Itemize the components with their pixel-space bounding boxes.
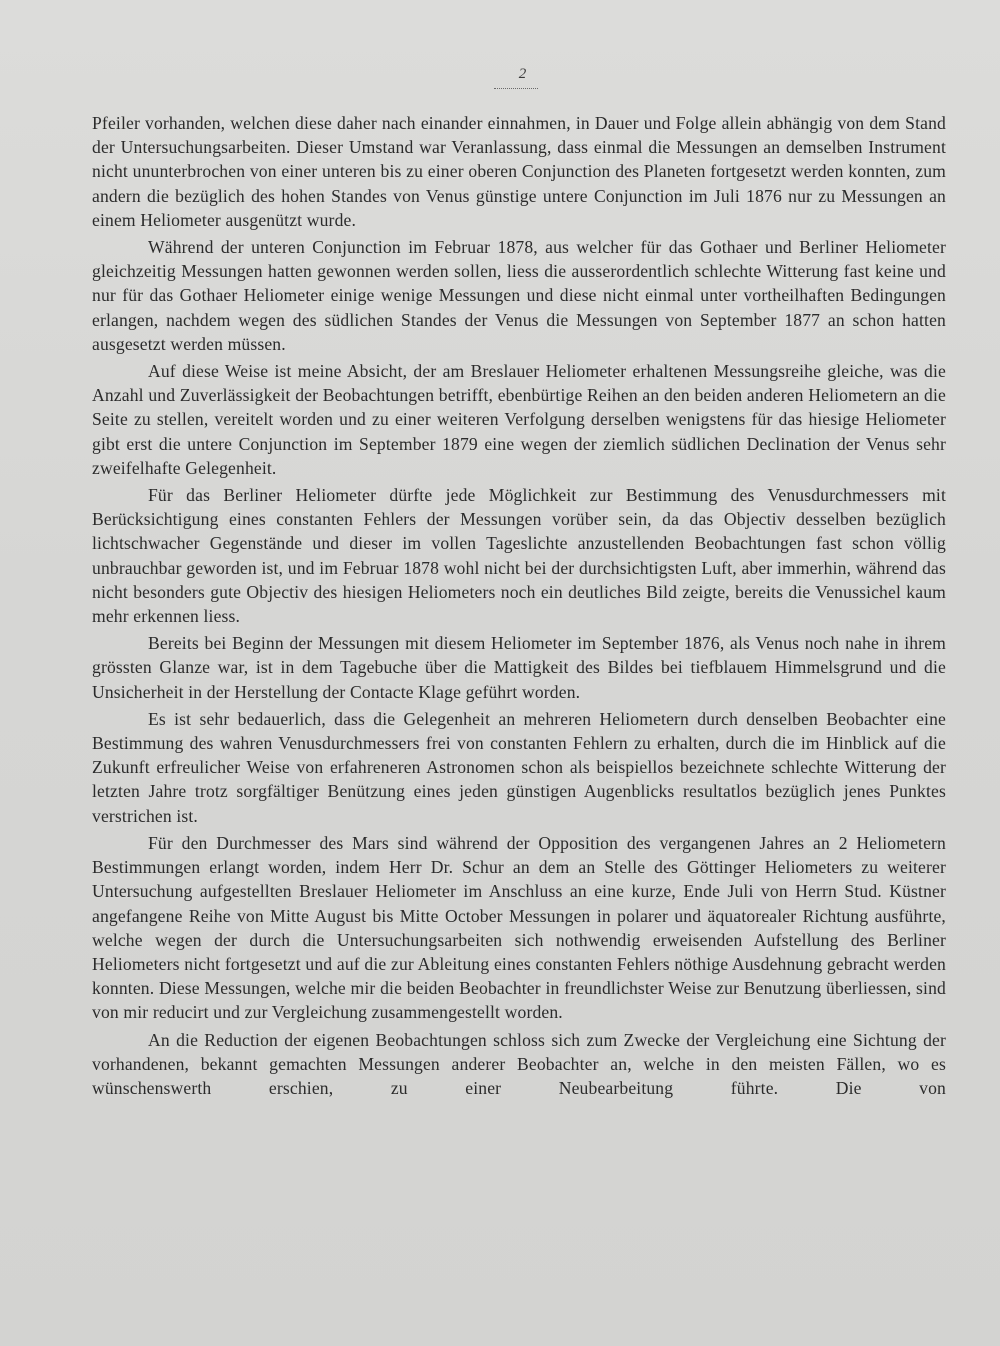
paragraph-september-1876: Bereits bei Beginn der Messungen mit diesem Heliometer im September 1876, als Venus noch nahe in ihrem grössten Glanze war, ist in dem Tagebuche über die Mattigkeit des Bildes bei tiefblauem Himmelsgrund und die Unsicherheit in der Herstellung der Contacte Klage geführt worden. xyxy=(92,633,946,702)
page-number-rule xyxy=(494,88,538,92)
paragraph-continuation: Pfeiler vorhanden, welchen diese daher nach einander einnahmen, in Dauer und Folge allein abhängig von dem Stand der Untersuchungsarbeiten. Dieser Umstand war Veranlassung, dass einmal die Messungen an demselben Instrument nicht ununterbrochen von einer unteren bis zu einer oberen Conjunction des Planeten fortgesetzt werden konnten, zum andern die bezüglich des hohen Standes von Venus günstige untere Conjunction im Juli 1876 nur zu Messungen an einem Heliometer ausgenützt wurde. xyxy=(92,113,946,230)
paragraph-mars-diameter: Für den Durchmesser des Mars sind während der Opposition des vergangenen Jahres an 2 Heliometern Bestimmungen erlangt worden, indem Herr Dr. Schur an dem an Stelle des Göttinger Heliometers zu weiterer Untersuchung aufgestellten Breslauer Heliometer im Anschluss an eine kurze, Ende Juli von Herrn Stud. Küstner angefangene Reihe von Mitte August bis Mitte October Messungen in polarer und äquatorealer Richtung ausführte, welche wegen der durch die Untersuchungsarbeiten sich nothwendig erweisenden Aufstellung des Berliner Heliometers nicht fortgesetzt und auf die zur Ableitung eines constanten Fehlers nöthige Ausdehnung gebracht werden konnten. Diese Messungen, welche mir die beiden Beobachter in freundlichster Weise zur Benutzung überliessen, sind von mir reducirt und zur Vergleichung zusammengestellt worden. xyxy=(92,832,946,1023)
body-text xyxy=(92,111,946,1103)
paragraph-regrettable-weather: Es ist sehr bedauerlich, dass die Gelegenheit an mehreren Heliometern durch denselben Beobachter eine Bestimmung des wahren Venusdurchmessers frei von constanten Fehlern zu erhalten, durch die im Hinblick auf die Zukunft erfreulicher Weise von erfahreneren Astronomen schon als beispiellos bezeichnete schlechte Witterung der letzten Jahre trotz sorgfältiger Benützung eines jeden günstigen Augenblicks resultatlos bezüglich jenes Punktes verstrichen ist. xyxy=(92,708,946,826)
paragraph-berlin-heliometer: Für das Berliner Heliometer dürfte jede Möglichkeit zur Bestimmung des Venusdurchmessers mit Berücksichtigung eines constanten Fehlers der Messungen vorüber sein, da das Objectiv desselben bezüglich lichtschwacher Gegenstände und dieser im vollen Tageslichte anzustellenden Beobachtungen fast schon völlig unbrauchbar geworden ist, und im Februar 1878 wohl nicht bei der durchsichtigsten Luft, aber immerhin, während das nicht besonders gute Objectiv des hiesigen Heliometers noch ein deutliches Bild zeigte, bereits die Venussichel kaum mehr erkennen liess. xyxy=(92,485,946,627)
page-number: 2 xyxy=(518,66,527,82)
paragraph-intent-thwarted: Auf diese Weise ist meine Absicht, der am Breslauer Heliometer erhaltenen Messungsreihe gleiche, was die Anzahl und Zuverlässigkeit der Beobachtungen betrifft, ebenbürtige Reihen an den beiden anderen Heliometern an die Seite zu stellen, vereitelt worden und zu einer weiteren Verfolgung derselben wenigstens für das hiesige Heliometer gibt erst die untere Conjunction im September 1879 eine wegen der ziemlich südlichen Declination der Venus sehr zweifelhafte Gelegenheit. xyxy=(92,361,946,478)
paragraph-reduction: An die Reduction der eigenen Beobachtungen schloss sich zum Zwecke der Vergleichung eine Sichtung der vorhandenen, bekannt gemachten Messungen anderer Beobachter an, welche in den meisten Fällen, wo es wünschenswerth erschien, zu einer Neubearbeitung führte. Die von xyxy=(92,1029,946,1098)
paragraph-february-conjunction: Während der unteren Conjunction im Februar 1878, aus welcher für das Gothaer und Berliner Heliometer gleichzeitig Messungen hatten gewonnen werden sollen, liess die ausserordentlich schlechte Witterung fast keine und nur für das Gothaer Heliometer einige wenige Messungen und diese nicht einmal unter vortheilhaften Bedingungen erlangen, nachdem wegen des südlichen Standes der Venus die Messungen von September 1877 an schon hatten ausgesetzt werden müssen. xyxy=(92,237,946,354)
